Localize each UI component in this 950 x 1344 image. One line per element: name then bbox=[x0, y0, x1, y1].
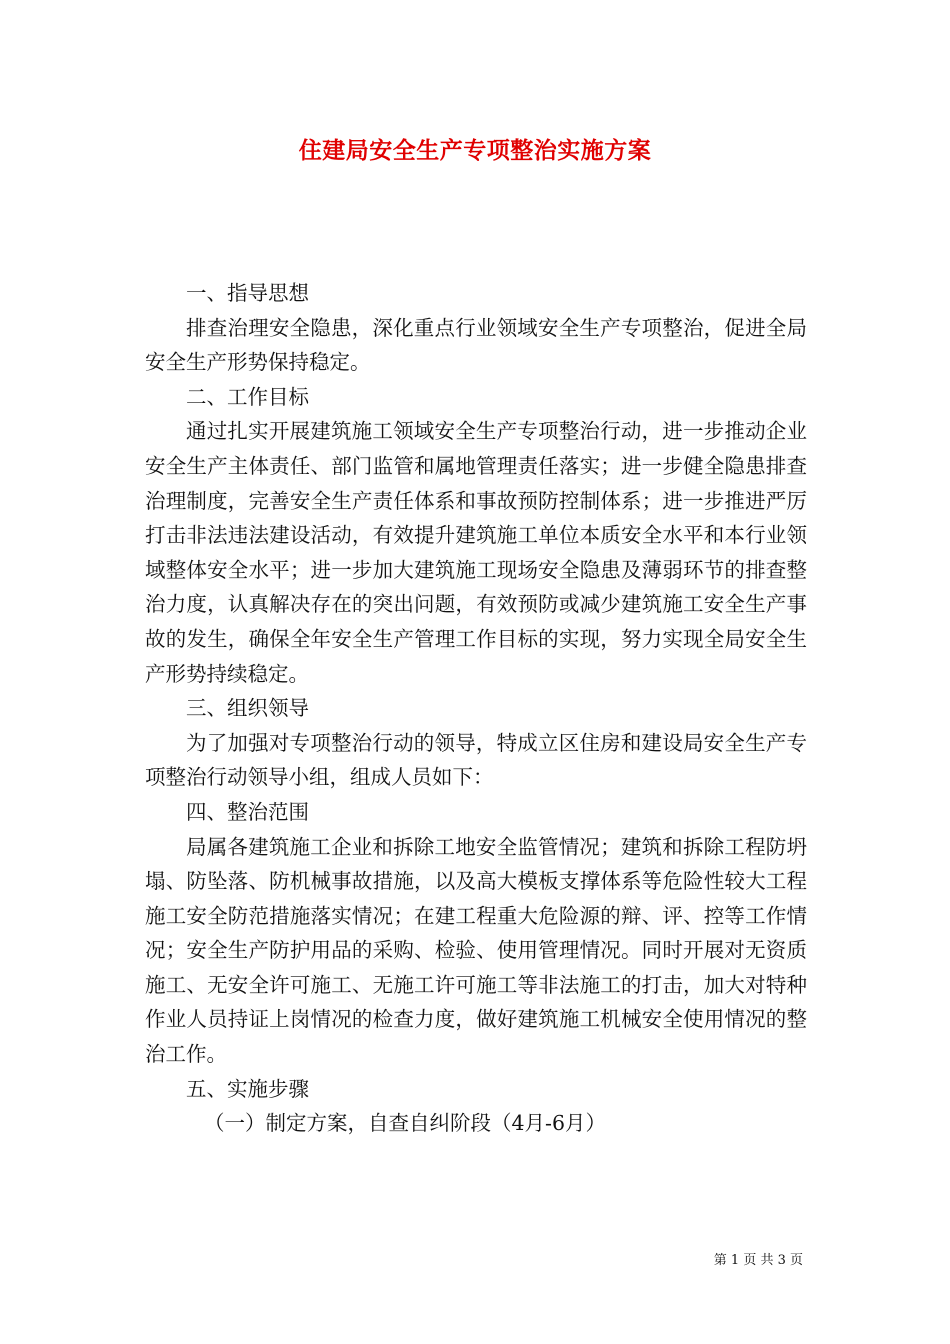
step-one-heading: （一）制定方案，自查自纠阶段（4月-6月） bbox=[204, 1111, 607, 1136]
document-body bbox=[145, 276, 807, 1141]
document-title: 住建局安全生产专项整治实施方案 bbox=[298, 137, 652, 164]
section-heading-organization: 三、组织领导 bbox=[186, 696, 309, 721]
paragraph-scope: 局属各建筑施工企业和拆除工地安全监管情况；建筑和拆除工程防坍塌、防坠落、防机械事故措施，以及高大模板支撑体系等危险性较大工程施工安全防范措施落实情况；在建工程重大危险源的辩、评、控等工作情况；安全生产防护用品的采购、检验、使用管理情况。同时开展对无资质施工、无安全许可施工、无施工许可施工等非法施工的打击，加大对特种作业人员持证上岗情况的检查力度，做好建筑施工机械安全使用情况的整治工作。 bbox=[145, 834, 807, 1067]
section-heading-work-goals: 二、工作目标 bbox=[186, 384, 309, 409]
paragraph-work-goals: 通过扎实开展建筑施工领域安全生产专项整治行动，进一步推动企业安全生产主体责任、部门监管和属地管理责任落实；进一步健全隐患排查治理制度，完善安全生产责任体系和事故预防控制体系；进一步推进严厉打击非法违法建设活动，有效提升建筑施工单位本质安全水平和本行业领域整体安全水平；进一步加大建筑施工现场安全隐患及薄弱环节的排查整治力度，认真解决存在的突出问题，有效预防或减少建筑施工安全生产事故的发生，确保全年安全生产管理工作目标的实现，努力实现全局安全生产形势持续稳定。 bbox=[145, 419, 807, 686]
section-heading-implementation-steps: 五、实施步骤 bbox=[186, 1076, 309, 1101]
paragraph-guiding-ideology: 排查治理安全隐患，深化重点行业领域安全生产专项整治，促进全局安全生产形势保持稳定。 bbox=[145, 315, 807, 375]
page-number: 第 1 页 共 3 页 bbox=[713, 1253, 803, 1268]
paragraph-organization: 为了加强对专项整治行动的领导，特成立区住房和建设局安全生产专项整治行动领导小组，组成人员如下： bbox=[145, 730, 807, 790]
section-heading-guiding-ideology: 一、指导思想 bbox=[186, 281, 309, 305]
section-heading-scope: 四、整治范围 bbox=[186, 799, 309, 824]
